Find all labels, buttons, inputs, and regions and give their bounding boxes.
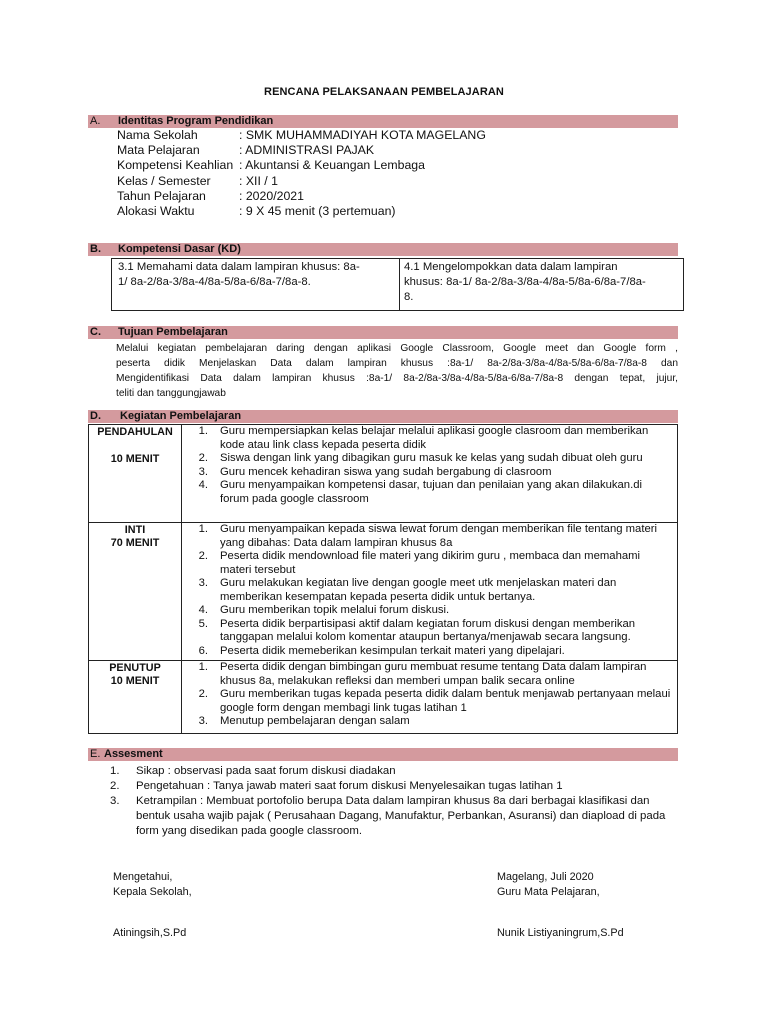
signature-left [113,870,192,900]
document-title: RENCANA PELAKSANAAN PEMBELAJARAN [264,86,504,98]
step-number: 5. [198,617,208,630]
identity-value: : 9 X 45 menit (3 pertemuan) [239,204,396,218]
step-text: Guru memberikan tugas kepada peserta didik dalam bentuk menjawab pertanyaan melaui google form dengan membagi link tugas latihan 1 [220,688,671,714]
activity-step [182,577,671,604]
step-text: Guru mempersiapkan kelas belajar melalui aplikasi google clasroom dan memberikan kode atau link class kepada peserta didik [220,425,649,451]
step-text: Guru menyampaikan kompetensi dasar, tujuan dan penilaian yang akan dilakukan.di forum pada google classroom [220,479,643,505]
section-a-heading: Identitas Program Pendidikan [118,115,274,127]
section-a-letter: A. [90,115,101,127]
identity-row [117,174,278,189]
section-c-header [88,326,678,339]
step-number: 4. [198,479,208,491]
kd-line: khusus: 8a-1/ 8a-2/8a-3/8a-4/8a-5/8a-6/8a-7/8a- [404,276,646,288]
section-b-heading: Kompetensi Dasar (KD) [118,243,241,255]
activity-step [182,645,671,659]
phase-name: PENUTUP [109,662,161,674]
signature-right [497,870,600,900]
step-text: Guru mencek kehadiran siswa yang sudah bergabung di clasroom [220,465,552,478]
identity-value: : 2020/2021 [239,189,304,203]
phase-duration: 10 MENIT [110,675,160,687]
step-number: 6. [198,644,208,657]
objective-line: peserta didik Menjelaskan Data dalam lampiran khusus :8a-1/ 8a-2/8a-3/8a-4/8a-5/8a-6/8a-7/8a-8 dan [116,358,678,369]
activity-row-penutup [89,661,678,734]
signature-left-line1: Mengetahui, [113,871,173,883]
activity-row-pendahuluan [89,425,678,523]
activity-step [182,715,671,729]
assessment-item [110,764,680,779]
identity-row [117,189,304,204]
section-c-heading: Tujuan Pembelajaran [118,326,228,338]
activity-step [182,661,671,688]
signature-left-line2: Kepala Sekolah, [113,886,192,898]
kd-cell-skill [400,259,683,310]
identity-value: : Akuntansi & Keuangan Lembaga [239,158,425,172]
step-text: Menutup pembelajaran dengan salam [220,715,410,727]
step-text: Peserta didik dengan bimbingan guru membuat resume tentang Data dalam lampiran khusus 8a, melakukan refleksi dan memberi umpan balik secara online [220,661,647,687]
step-number: 1. [198,523,208,535]
assessment-text: Pengetahuan : Tanya jawab materi saat forum diskusi Menyelesaikan tugas latihan 1 [136,780,563,792]
phase-cell [89,425,182,523]
section-b-header [88,243,678,256]
identity-value: : ADMINISTRASI PAJAK [239,143,375,157]
step-number: 2. [198,452,208,464]
identity-label: Mata Pelajaran [117,143,200,157]
identity-row [117,158,425,173]
step-number: 2. [198,688,208,700]
phase-duration: 10 MENIT [110,453,160,465]
activity-step [182,523,671,550]
assessment-number: 1. [110,765,120,777]
identity-row [117,128,486,143]
assessment-item [110,779,680,794]
activity-step [182,550,671,577]
identity-label: Nama Sekolah [117,128,198,142]
objective-line: Melalui kegiatan pembelajaran daring dengan aplikasi Google Classroom, Google meet dan Google form , [116,343,678,354]
signature-right-name: Nunik Listiyaningrum,S.Pd [497,927,624,939]
activity-row-inti [89,523,678,661]
step-text: Peserta didik memeberikan kesimpulan terkait materi yang dipelajari. [220,644,565,657]
phase-name: PENDAHULAN [97,426,173,438]
learning-objective-paragraph [116,341,678,401]
step-text: Guru memberikan topik melalui forum diskusi. [220,604,450,616]
kd-table [111,258,684,311]
identity-value: : SMK MUHAMMADIYAH KOTA MAGELANG [239,128,486,142]
activity-step [182,452,671,466]
step-number: 4. [198,604,208,616]
section-e-header [88,748,678,761]
identity-row [117,204,396,219]
step-text: Guru menyampaikan kepada siswa lewat forum dengan memberikan file tentang materi yang dibahas: Data dalam lampiran khusus 8a [220,523,658,549]
assessment-number: 2. [110,780,120,792]
step-number: 3. [198,465,208,478]
step-text: Siswa dengan link yang dibagikan guru masuk ke kelas yang sudah dibuat oleh guru [220,452,643,464]
section-d-heading: Kegiatan Pembelajaran [120,410,242,422]
identity-label: Kelas / Semester [117,174,211,188]
step-number: 3. [198,577,208,589]
section-a-header [88,115,678,128]
step-text: Guru melakukan kegiatan live dengan google meet utk menjelaskan materi dan memberikan kesempatan kepada peserta didik untuk bertanya. [220,577,617,603]
objective-line: Mengidentifikasi Data dalam lampiran khusus :8a-1/ 8a-2/8a-3/8a-4/8a-5/8a-6/8a-7/8a-8 dengan tepat, jujur, [116,373,678,384]
section-e-heading: Assesment [104,748,163,760]
steps-cell [182,661,678,734]
identity-value: : XII / 1 [239,174,278,188]
step-number: 1. [198,661,208,673]
phase-cell [89,523,182,661]
phase-duration: 70 MENIT [110,537,160,549]
step-number: 2. [198,550,208,562]
assessment-item [110,794,680,839]
activity-table [88,424,678,734]
identity-row [117,143,374,158]
section-b-letter: B. [90,243,101,255]
signature-right-line2: Guru Mata Pelajaran, [497,886,600,898]
kd-line: 3.1 Memahami data dalam lampiran khusus: 8a- [118,261,360,273]
activity-step [182,479,671,506]
assessment-list [110,764,680,839]
steps-cell [182,425,678,523]
assessment-text: Sikap : observasi pada saat forum diskusi diadakan [136,765,396,777]
assessment-number: 3. [110,795,120,807]
step-text: Peserta didik mendownload file materi yang dikirim guru , membaca dan memahami materi tersebut [220,550,641,576]
activity-step [182,688,671,715]
phase-name: INTI [124,524,146,536]
phase-cell [89,661,182,734]
activity-step [182,466,671,480]
objective-line: teliti dan tanggungjawab [116,388,226,399]
section-d-letter: D. [90,410,101,422]
identity-label: Alokasi Waktu [117,204,195,218]
signature-right-line1: Magelang, Juli 2020 [497,871,594,883]
activity-step [182,618,671,645]
step-number: 1. [198,425,208,437]
section-d-header [88,410,678,423]
kd-line: 4.1 Mengelompokkan data dalam lampiran [404,261,618,273]
assessment-text: Ketrampilan : Membuat portofolio berupa Data dalam lampiran khusus 8a dari berbagai klasifikasi dan bentuk usaha wajib pajak ( Perusahaan Dagang, Manufaktur, Perbankan, Asuransi) dan diapload di pada form yang disedikan pada google classroom. [136,795,666,837]
section-e-letter: E. [90,748,101,760]
step-number: 3. [198,715,208,727]
kd-line: 8. [404,291,414,303]
step-text: Peserta didik berpartisipasi aktif dalam kegiatan forum diskusi dengan memberikan tanggapan melalui kolom komentar ataupun bertanya/menjawab secara langsung. [220,617,636,643]
activity-step [182,604,671,618]
steps-cell [182,523,678,661]
kd-line: 1/ 8a-2/8a-3/8a-4/8a-5/8a-6/8a-7/8a-8. [118,276,311,288]
identity-label: Kompetensi Keahlian [117,158,234,172]
activity-step [182,425,671,452]
identity-label: Tahun Pelajaran [117,189,206,203]
kd-cell-knowledge [112,259,400,310]
section-c-letter: C. [90,326,101,338]
signature-left-name: Atiningsih,S.Pd [113,927,187,939]
